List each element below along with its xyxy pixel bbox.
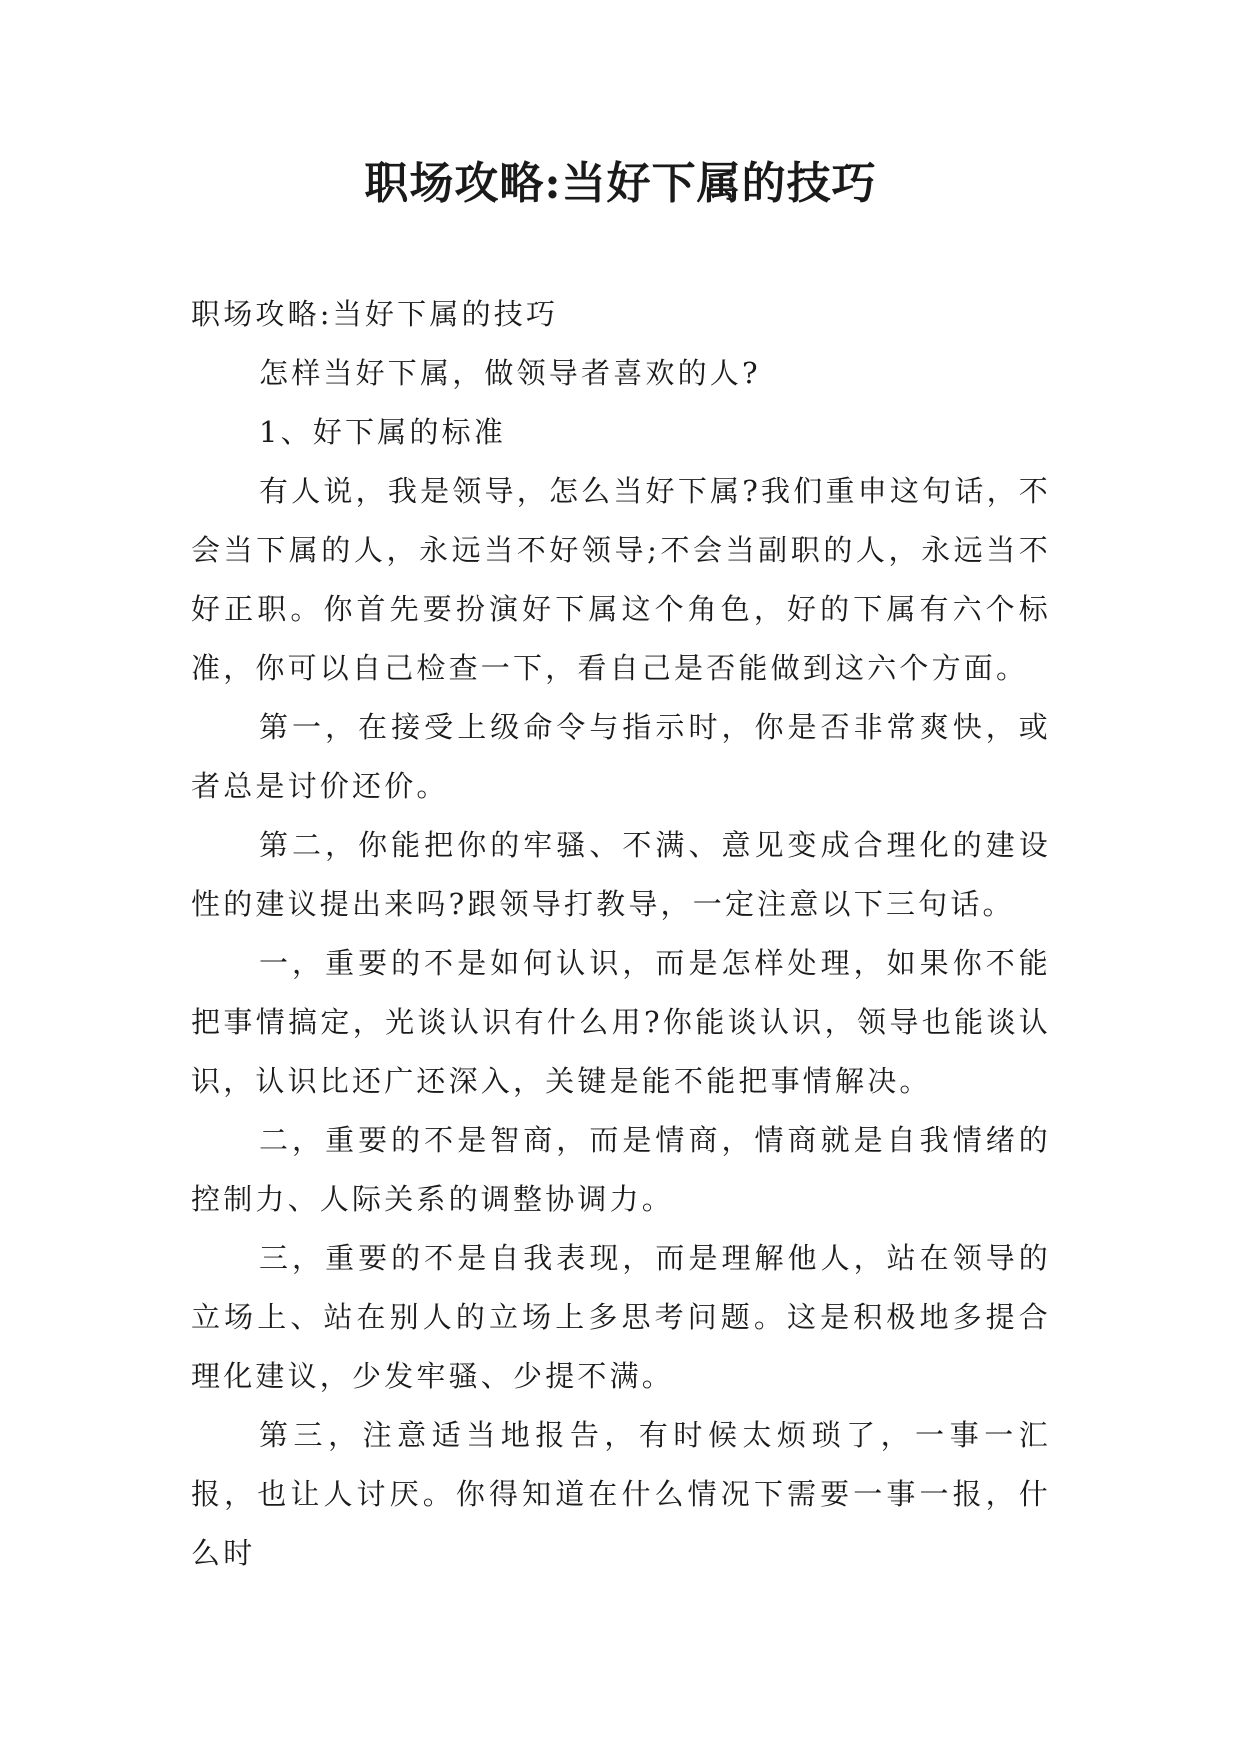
- paragraph-subtitle: 职场攻略:当好下属的技巧: [191, 297, 559, 331]
- paragraph: 三，重要的不是自我表现，而是理解他人，站在领导的立场上、站在别人的立场上多思考问题。这是积极地多提合理化建议，少发牢骚、少提不满。: [191, 1241, 1051, 1393]
- paragraph: 一，重要的不是如何认识，而是怎样处理，如果你不能把事情搞定，光谈认识有什么用?你能谈认识，领导也能谈认识，认识比还广还深入，关键是能不能把事情解决。: [191, 946, 1051, 1098]
- paragraph: 第二，你能把你的牢骚、不满、意见变成合理化的建设性的建议提出来吗?跟领导打教导，一定注意以下三句话。: [191, 828, 1051, 921]
- paragraph: 有人说，我是领导，怎么当好下属?我们重申这句话，不会当下属的人，永远当不好领导;不会当副职的人，永远当不好正职。你首先要扮演好下属这个角色，好的下属有六个标准，你可以自己检查一下，看自己是否能做到这六个方面。: [191, 474, 1051, 685]
- paragraph-section-heading: 1、好下属的标准: [259, 415, 507, 449]
- document-body: [191, 285, 1051, 1583]
- paragraph: 第一，在接受上级命令与指示时，你是否非常爽快，或者总是讨价还价。: [191, 710, 1051, 803]
- paragraph: 二，重要的不是智商，而是情商，情商就是自我情绪的控制力、人际关系的调整协调力。: [191, 1123, 1051, 1216]
- paragraph: 第三，注意适当地报告，有时候太烦琐了，一事一汇报，也让人讨厌。你得知道在什么情况下需要一事一报，什么时: [191, 1418, 1051, 1570]
- document-title: 职场攻略:当好下属的技巧: [364, 158, 877, 209]
- paragraph-question: 怎样当好下属，做领导者喜欢的人?: [259, 356, 761, 390]
